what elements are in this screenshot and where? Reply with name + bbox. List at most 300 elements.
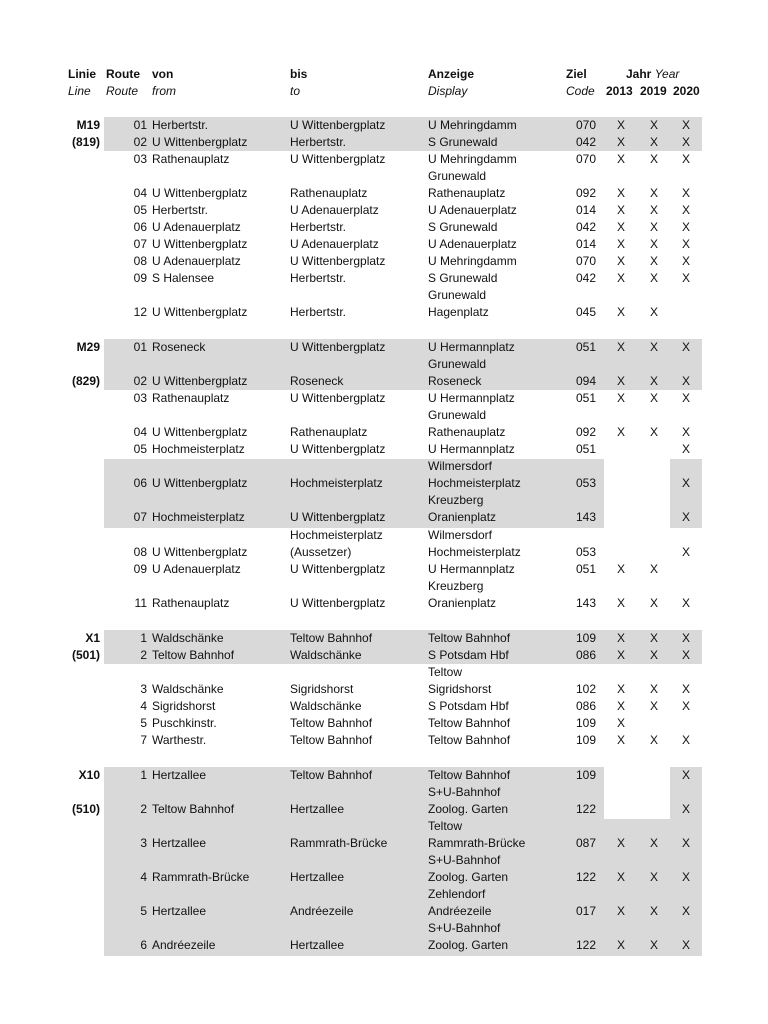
year-2019-cell: X xyxy=(649,904,658,918)
to-cell: Herbertstr. xyxy=(290,271,347,285)
table-row xyxy=(0,407,768,424)
header-code xyxy=(566,66,595,100)
year-2019-cell: X xyxy=(649,220,658,234)
year-2013-cell: X xyxy=(616,631,625,645)
from-cell: U Wittenbergplatz xyxy=(152,425,248,439)
year-2019-cell: X xyxy=(649,682,658,696)
code-cell: 014 xyxy=(575,203,596,217)
table-row xyxy=(0,475,768,492)
route-cell: 4 xyxy=(140,699,147,713)
year-2013-cell: X xyxy=(616,374,625,388)
to-cell: U Wittenbergplatz xyxy=(290,442,386,456)
to-cell: Andréezeile xyxy=(290,904,354,918)
to-cell: Rathenauplatz xyxy=(290,186,368,200)
table-row xyxy=(0,852,768,869)
year-2019-cell: X xyxy=(649,938,658,952)
display-cell: S+U-Bahnhof xyxy=(428,921,501,935)
to-cell: Rathenauplatz xyxy=(290,425,368,439)
table-row xyxy=(0,715,768,732)
code-cell: 051 xyxy=(575,562,596,576)
display-cell: Rathenauplatz xyxy=(428,186,506,200)
display-cell: S+U-Bahnhof xyxy=(428,853,501,867)
year-2020-cell: X xyxy=(681,374,690,388)
from-cell: Rathenauplatz xyxy=(152,152,230,166)
year-2013-cell: X xyxy=(616,152,625,166)
table-row xyxy=(0,202,768,219)
code-cell: 042 xyxy=(575,135,596,149)
code-cell: 086 xyxy=(575,699,596,713)
display-cell: S+U-Bahnhof xyxy=(428,785,501,799)
from-cell: U Wittenbergplatz xyxy=(152,374,248,388)
year-2020-cell: X xyxy=(681,870,690,884)
year-2013-cell: X xyxy=(616,135,625,149)
table-row xyxy=(0,304,768,321)
year-2013-cell: X xyxy=(616,203,625,217)
code-cell: 070 xyxy=(575,118,596,132)
header-line xyxy=(68,66,96,100)
year-2019-cell: X xyxy=(649,203,658,217)
year-2019-cell: X xyxy=(649,254,658,268)
year-2020-cell: X xyxy=(681,442,690,456)
table-row xyxy=(0,134,768,151)
to-cell: Hertzallee xyxy=(290,938,345,952)
year-2020-cell: X xyxy=(681,391,690,405)
table-row xyxy=(0,527,768,544)
to-cell: U Wittenbergplatz xyxy=(290,510,386,524)
display-cell: Wilmersdorf xyxy=(428,528,493,542)
code-cell: 109 xyxy=(575,768,596,782)
to-cell: Hochmeisterplatz xyxy=(290,476,383,490)
header-year-en: Year xyxy=(654,67,680,81)
to-cell: U Adenauerplatz xyxy=(290,237,379,251)
year-2020-cell: X xyxy=(681,271,690,285)
table-row xyxy=(0,630,768,647)
route-cell: 02 xyxy=(133,374,147,388)
year-2013-cell: X xyxy=(616,186,625,200)
to-cell: U Wittenbergplatz xyxy=(290,562,386,576)
from-cell: Hochmeisterplatz xyxy=(152,510,245,524)
table-row xyxy=(0,903,768,920)
display-cell: Grunewald xyxy=(428,169,487,183)
year-2020-cell: X xyxy=(681,938,690,952)
table-row xyxy=(0,801,768,818)
year-2020-cell: X xyxy=(681,545,690,559)
table-row xyxy=(0,270,768,287)
year-2013-cell: X xyxy=(616,938,625,952)
code-cell: 042 xyxy=(575,271,596,285)
display-cell: Teltow Bahnhof xyxy=(428,768,511,782)
to-cell: Waldschänke xyxy=(290,699,362,713)
header-ziel: Ziel xyxy=(566,67,587,81)
code-cell: 042 xyxy=(575,220,596,234)
route-cell: 04 xyxy=(133,186,147,200)
display-cell: Wilmersdorf xyxy=(428,459,493,473)
year-2020-cell: X xyxy=(681,631,690,645)
header-route-en: Route xyxy=(106,84,139,98)
year-2013-cell: X xyxy=(616,271,625,285)
year-2013-cell: X xyxy=(616,305,625,319)
from-cell: Herbertstr. xyxy=(152,203,209,217)
year-2013-cell: X xyxy=(616,596,625,610)
code-cell: 045 xyxy=(575,305,596,319)
display-cell: U Hermannplatz xyxy=(428,562,515,576)
table-row xyxy=(0,424,768,441)
display-cell: Teltow xyxy=(428,665,463,679)
from-cell: Waldschänke xyxy=(152,631,224,645)
to-cell: Hochmeisterplatz xyxy=(290,528,383,542)
year-2020-cell: X xyxy=(681,476,690,490)
table-row xyxy=(0,509,768,526)
line-cell: M29 xyxy=(76,340,100,354)
to-cell: Herbertstr. xyxy=(290,220,347,234)
table-row xyxy=(0,287,768,304)
to-cell: U Wittenbergplatz xyxy=(290,340,386,354)
display-cell: Teltow Bahnhof xyxy=(428,733,511,747)
year-2013-cell: X xyxy=(616,682,625,696)
table-row xyxy=(0,767,768,784)
table-row xyxy=(0,681,768,698)
to-cell: U Wittenbergplatz xyxy=(290,118,386,132)
from-cell: Teltow Bahnhof xyxy=(152,802,235,816)
display-cell: Hochmeisterplatz xyxy=(428,545,521,559)
year-2019-cell: X xyxy=(649,374,658,388)
code-cell: 094 xyxy=(575,374,596,388)
display-cell: Grunewald xyxy=(428,357,487,371)
display-cell: U Hermannplatz xyxy=(428,442,515,456)
to-cell: Teltow Bahnhof xyxy=(290,733,373,747)
code-cell: 051 xyxy=(575,340,596,354)
table-row xyxy=(0,698,768,715)
from-cell: U Wittenbergplatz xyxy=(152,305,248,319)
display-cell: S Grunewald xyxy=(428,220,498,234)
year-2013-cell: X xyxy=(616,836,625,850)
table-row xyxy=(0,236,768,253)
table-row xyxy=(0,595,768,612)
header-code-en: Code xyxy=(566,84,595,98)
from-cell: Hertzallee xyxy=(152,836,207,850)
display-cell: Teltow Bahnhof xyxy=(428,716,511,730)
header-jahr: Jahr xyxy=(626,67,652,81)
from-cell: Teltow Bahnhof xyxy=(152,648,235,662)
line-cell: (501) xyxy=(71,648,100,662)
year-2013-cell: X xyxy=(616,870,625,884)
to-cell: Teltow Bahnhof xyxy=(290,716,373,730)
display-cell: Rammrath-Brücke xyxy=(428,836,526,850)
from-cell: Rathenauplatz xyxy=(152,596,230,610)
code-cell: 092 xyxy=(575,425,596,439)
code-cell: 109 xyxy=(575,631,596,645)
code-cell: 143 xyxy=(575,510,596,524)
header-route xyxy=(106,66,140,100)
code-cell: 053 xyxy=(575,545,596,559)
table-row xyxy=(0,732,768,749)
table-row xyxy=(0,117,768,134)
year-2020-cell: X xyxy=(681,904,690,918)
header-anzeige: Anzeige xyxy=(428,67,475,81)
year-2020-cell: X xyxy=(681,510,690,524)
from-cell: U Wittenbergplatz xyxy=(152,237,248,251)
to-cell: Teltow Bahnhof xyxy=(290,768,373,782)
display-cell: Rathenauplatz xyxy=(428,425,506,439)
code-cell: 092 xyxy=(575,186,596,200)
year-2019-cell: X xyxy=(649,305,658,319)
display-cell: Zoolog. Garten xyxy=(428,870,509,884)
from-cell: Hochmeisterplatz xyxy=(152,442,245,456)
year-2020-cell: X xyxy=(681,733,690,747)
year-2013-cell: X xyxy=(616,562,625,576)
display-cell: Hagenplatz xyxy=(428,305,489,319)
route-cell: 09 xyxy=(133,562,147,576)
table-row xyxy=(0,356,768,373)
code-cell: 070 xyxy=(575,254,596,268)
code-cell: 053 xyxy=(575,476,596,490)
route-cell: 12 xyxy=(133,305,147,319)
year-2020-cell: X xyxy=(681,836,690,850)
code-cell: 017 xyxy=(575,904,596,918)
year-2019-cell: X xyxy=(649,152,658,166)
year-2019-cell: X xyxy=(649,648,658,662)
route-cell: 5 xyxy=(140,716,147,730)
code-cell: 122 xyxy=(575,870,596,884)
from-cell: U Adenauerplatz xyxy=(152,220,241,234)
year-2013-cell: X xyxy=(616,254,625,268)
year-2013-cell: X xyxy=(616,391,625,405)
year-2013-cell: X xyxy=(616,699,625,713)
header-display-en: Display xyxy=(428,84,468,98)
code-cell: 086 xyxy=(575,648,596,662)
route-cell: 5 xyxy=(140,904,147,918)
year-2020-cell: X xyxy=(681,118,690,132)
to-cell: U Wittenbergplatz xyxy=(290,152,386,166)
route-cell: 01 xyxy=(133,340,147,354)
display-cell: Roseneck xyxy=(428,374,482,388)
from-cell: Rathenauplatz xyxy=(152,391,230,405)
route-cell: 03 xyxy=(133,152,147,166)
header-bis: bis xyxy=(290,67,308,81)
display-cell: U Mehringdamm xyxy=(428,254,517,268)
to-cell: Roseneck xyxy=(290,374,344,388)
line-cell: (510) xyxy=(71,802,100,816)
table-row xyxy=(0,561,768,578)
route-cell: 08 xyxy=(133,545,147,559)
display-cell: Zehlendorf xyxy=(428,887,486,901)
route-cell: 09 xyxy=(133,271,147,285)
year-2013-cell: X xyxy=(616,237,625,251)
line-cell: (819) xyxy=(71,135,100,149)
table-row xyxy=(0,185,768,202)
header-display xyxy=(428,66,474,100)
from-cell: Hertzallee xyxy=(152,768,207,782)
display-cell: U Mehringdamm xyxy=(428,118,517,132)
table-row xyxy=(0,458,768,475)
route-cell: 05 xyxy=(133,203,147,217)
to-cell: U Wittenbergplatz xyxy=(290,254,386,268)
route-cell: 05 xyxy=(133,442,147,456)
year-2020-cell: X xyxy=(681,152,690,166)
from-cell: Herbertstr. xyxy=(152,118,209,132)
year-2020-cell: X xyxy=(681,220,690,234)
year-2019-cell: X xyxy=(649,391,658,405)
display-cell: S Potsdam Hbf xyxy=(428,699,509,713)
table-row xyxy=(0,920,768,937)
line-cell: X1 xyxy=(85,631,100,645)
year-2020-cell: X xyxy=(681,186,690,200)
year-2020-cell: X xyxy=(681,648,690,662)
header-to xyxy=(290,66,307,100)
route-cell: 3 xyxy=(140,682,147,696)
to-cell: Rammrath-Brücke xyxy=(290,836,388,850)
year-2019-cell: X xyxy=(649,118,658,132)
header-year xyxy=(626,66,679,83)
route-cell: 2 xyxy=(140,802,147,816)
header-from xyxy=(152,66,176,100)
year-2020-cell: X xyxy=(681,802,690,816)
from-cell: U Adenauerplatz xyxy=(152,254,241,268)
display-cell: U Adenauerplatz xyxy=(428,203,517,217)
route-cell: 01 xyxy=(133,118,147,132)
from-cell: U Wittenbergplatz xyxy=(152,476,248,490)
from-cell: Warthestr. xyxy=(152,733,207,747)
table-row xyxy=(0,869,768,886)
year-2020-cell: X xyxy=(681,254,690,268)
line-cell: X10 xyxy=(78,768,100,782)
from-cell: U Wittenbergplatz xyxy=(152,135,248,149)
display-cell: U Hermannplatz xyxy=(428,340,515,354)
route-cell: 04 xyxy=(133,425,147,439)
from-cell: S Halensee xyxy=(152,271,215,285)
to-cell: Teltow Bahnhof xyxy=(290,631,373,645)
display-cell: U Mehringdamm xyxy=(428,152,517,166)
header-von: von xyxy=(152,67,174,81)
from-cell: Waldschänke xyxy=(152,682,224,696)
table-row xyxy=(0,578,768,595)
table-row xyxy=(0,937,768,954)
display-cell: Andréezeile xyxy=(428,904,492,918)
route-cell: 08 xyxy=(133,254,147,268)
header-2013: 2013 xyxy=(606,84,633,98)
table-row xyxy=(0,544,768,561)
header-to-en: to xyxy=(290,84,301,98)
year-2020-cell: X xyxy=(681,203,690,217)
from-cell: Sigridshorst xyxy=(152,699,216,713)
header-route-de: Route xyxy=(106,67,140,81)
to-cell: Sigridshorst xyxy=(290,682,354,696)
route-cell: 07 xyxy=(133,510,147,524)
route-cell: 7 xyxy=(140,733,147,747)
to-cell: U Wittenbergplatz xyxy=(290,596,386,610)
code-cell: 109 xyxy=(575,733,596,747)
year-2013-cell: X xyxy=(616,425,625,439)
route-cell: 06 xyxy=(133,476,147,490)
year-2013-cell: X xyxy=(616,716,625,730)
from-cell: U Adenauerplatz xyxy=(152,562,241,576)
code-cell: 109 xyxy=(575,716,596,730)
display-cell: S Grunewald xyxy=(428,271,498,285)
display-cell: Teltow Bahnhof xyxy=(428,631,511,645)
code-cell: 143 xyxy=(575,596,596,610)
display-cell: U Hermannplatz xyxy=(428,391,515,405)
route-cell: 2 xyxy=(140,648,147,662)
display-cell: Teltow xyxy=(428,819,463,833)
table-row xyxy=(0,818,768,835)
display-cell: Grunewald xyxy=(428,288,487,302)
display-cell: Kreuzberg xyxy=(428,493,484,507)
table-row xyxy=(0,373,768,390)
table-row xyxy=(0,784,768,801)
year-2020-cell: X xyxy=(681,682,690,696)
display-cell: Kreuzberg xyxy=(428,579,484,593)
from-cell: Hertzallee xyxy=(152,904,207,918)
year-2019-cell: X xyxy=(649,562,658,576)
to-cell: Waldschänke xyxy=(290,648,362,662)
route-cell: 03 xyxy=(133,391,147,405)
year-2013-cell: X xyxy=(616,340,625,354)
year-2019-cell: X xyxy=(649,237,658,251)
year-2019-cell: X xyxy=(649,135,658,149)
code-cell: 102 xyxy=(575,682,596,696)
header-line-en: Line xyxy=(68,84,91,98)
route-cell: 3 xyxy=(140,836,147,850)
display-cell: S Grunewald xyxy=(428,135,498,149)
year-2020-cell: X xyxy=(681,699,690,713)
table-row xyxy=(0,441,768,458)
code-cell: 122 xyxy=(575,802,596,816)
display-cell: Oranienplatz xyxy=(428,596,497,610)
table-row xyxy=(0,664,768,681)
year-2013-cell: X xyxy=(616,220,625,234)
year-2019-cell: X xyxy=(649,596,658,610)
code-cell: 051 xyxy=(575,442,596,456)
table-row xyxy=(0,647,768,664)
from-cell: Roseneck xyxy=(152,340,206,354)
table-row xyxy=(0,492,768,509)
code-cell: 122 xyxy=(575,938,596,952)
from-cell: Puschkinstr. xyxy=(152,716,217,730)
route-cell: 06 xyxy=(133,220,147,234)
year-2013-cell: X xyxy=(616,118,625,132)
to-cell: (Aussetzer) xyxy=(290,545,352,559)
code-cell: 070 xyxy=(575,152,596,166)
to-cell: Hertzallee xyxy=(290,870,345,884)
header-2020: 2020 xyxy=(673,84,700,98)
from-cell: U Wittenbergplatz xyxy=(152,545,248,559)
year-2020-cell: X xyxy=(681,596,690,610)
year-2019-cell: X xyxy=(649,340,658,354)
to-cell: Herbertstr. xyxy=(290,135,347,149)
route-cell: 1 xyxy=(140,631,147,645)
display-cell: Grunewald xyxy=(428,408,487,422)
to-cell: U Adenauerplatz xyxy=(290,203,379,217)
year-2019-cell: X xyxy=(649,186,658,200)
year-2020-cell: X xyxy=(681,768,690,782)
route-cell: 02 xyxy=(133,135,147,149)
year-2019-cell: X xyxy=(649,870,658,884)
header-linie: Linie xyxy=(68,67,97,81)
from-cell: U Wittenbergplatz xyxy=(152,186,248,200)
to-cell: Hertzallee xyxy=(290,802,345,816)
year-2019-cell: X xyxy=(649,425,658,439)
to-cell: U Wittenbergplatz xyxy=(290,391,386,405)
display-cell: Sigridshorst xyxy=(428,682,492,696)
table-row xyxy=(0,835,768,852)
display-cell: Zoolog. Garten xyxy=(428,802,509,816)
header-2019: 2019 xyxy=(640,84,667,98)
route-cell: 11 xyxy=(134,596,147,610)
header-from-en: from xyxy=(152,84,176,98)
year-2019-cell: X xyxy=(649,631,658,645)
route-cell: 1 xyxy=(140,768,147,782)
route-cell: 4 xyxy=(140,870,147,884)
